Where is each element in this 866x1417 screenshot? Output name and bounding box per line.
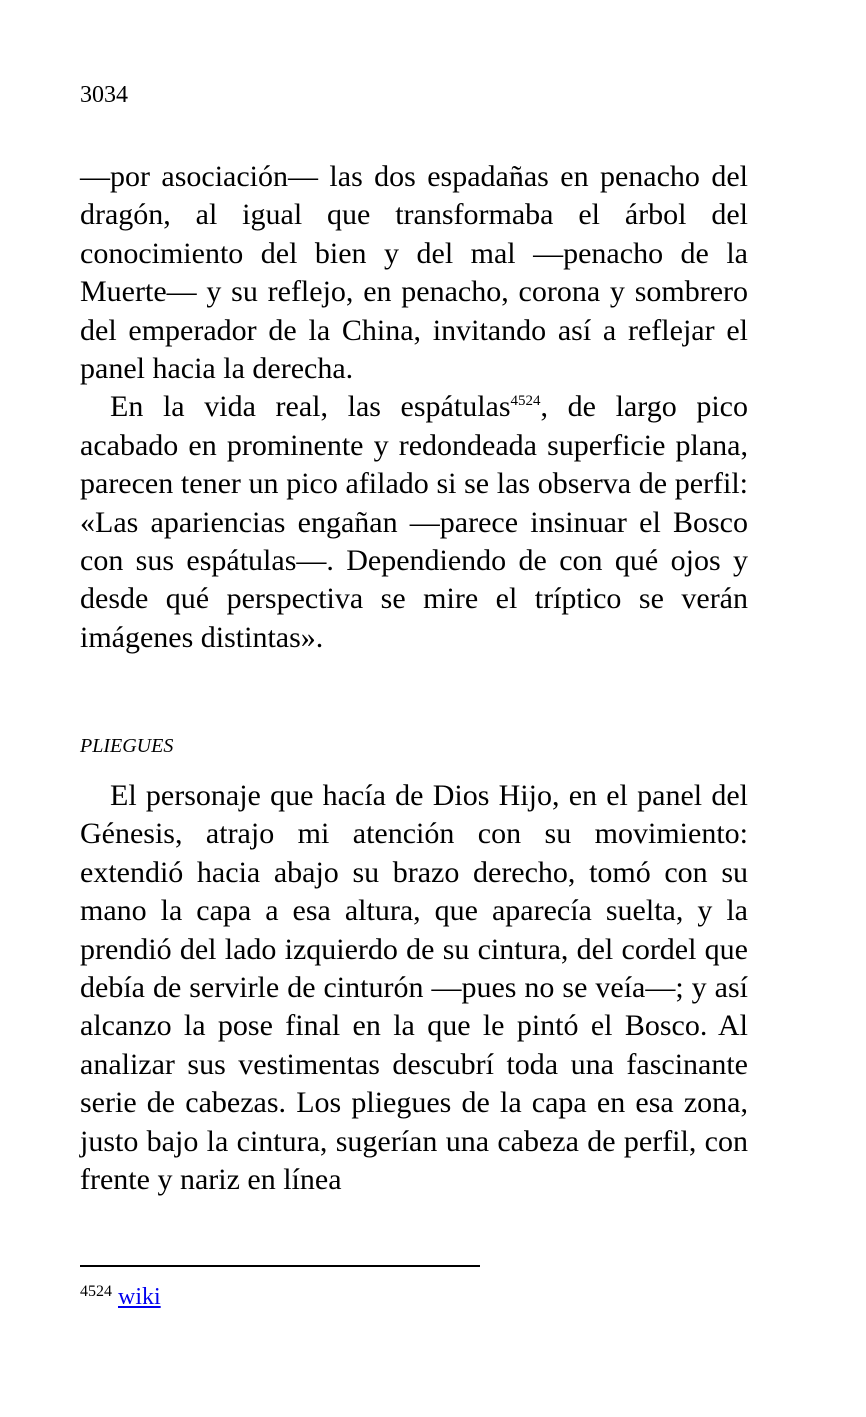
footnote-reference: 4524 [510, 393, 541, 410]
footnote-wiki-link[interactable]: wiki [118, 1284, 161, 1310]
body-text-section-1 [80, 158, 748, 657]
body-text-section-2 [80, 777, 748, 1199]
paragraph: El personaje que hacía de Dios Hijo, en el panel del Génesis, atrajo mi atención con su movimiento: extendió hacia abajo su brazo derecho, tomó con su mano la capa a esa altura, que aparecía suelta, y la prendió del lado izquierdo de su cintura, del cordel que debía de servirle de cinturón —pues no se veía—; y así alcanzo la pose final en la que le pintó el Bosco. Al analizar sus vestimentas descubrí toda una fascinante serie de cabezas. Los pliegues de la capa en esa zona, justo bajo la cintura, sugerían una cabeza de perfil, con frente y nariz en línea [80, 779, 748, 1197]
footnote-number: 4524 [80, 1283, 112, 1300]
paragraph: —por asociación— las dos espadañas en penacho del dragón, al igual que transformaba el árbol del conocimiento del bien y del mal —penacho de la Muerte— y su reflejo, en penacho, corona y sombrero del emperador de la China, invitando así a reflejar el panel hacia la derecha. [80, 160, 748, 386]
footnote [80, 1282, 161, 1312]
footnote-divider [80, 1265, 480, 1267]
section-heading: PLIEGUES [80, 735, 174, 757]
paragraph-espatulas [80, 388, 748, 657]
paragraph-text: En la vida real, las espátulas [110, 390, 511, 424]
page-number: 3034 [80, 82, 128, 108]
paragraph-text: , de largo pico acabado en prominente y redondeada superficie plana, parecen tener un pico afilado si se las observa de perfil: «Las apariencias engañan —parece insinuar el Bosco con sus espátulas—. Dependiendo de con qué ojos y desde qué perspectiva se mire el tríptico se verán imágenes distintas». [80, 390, 748, 654]
